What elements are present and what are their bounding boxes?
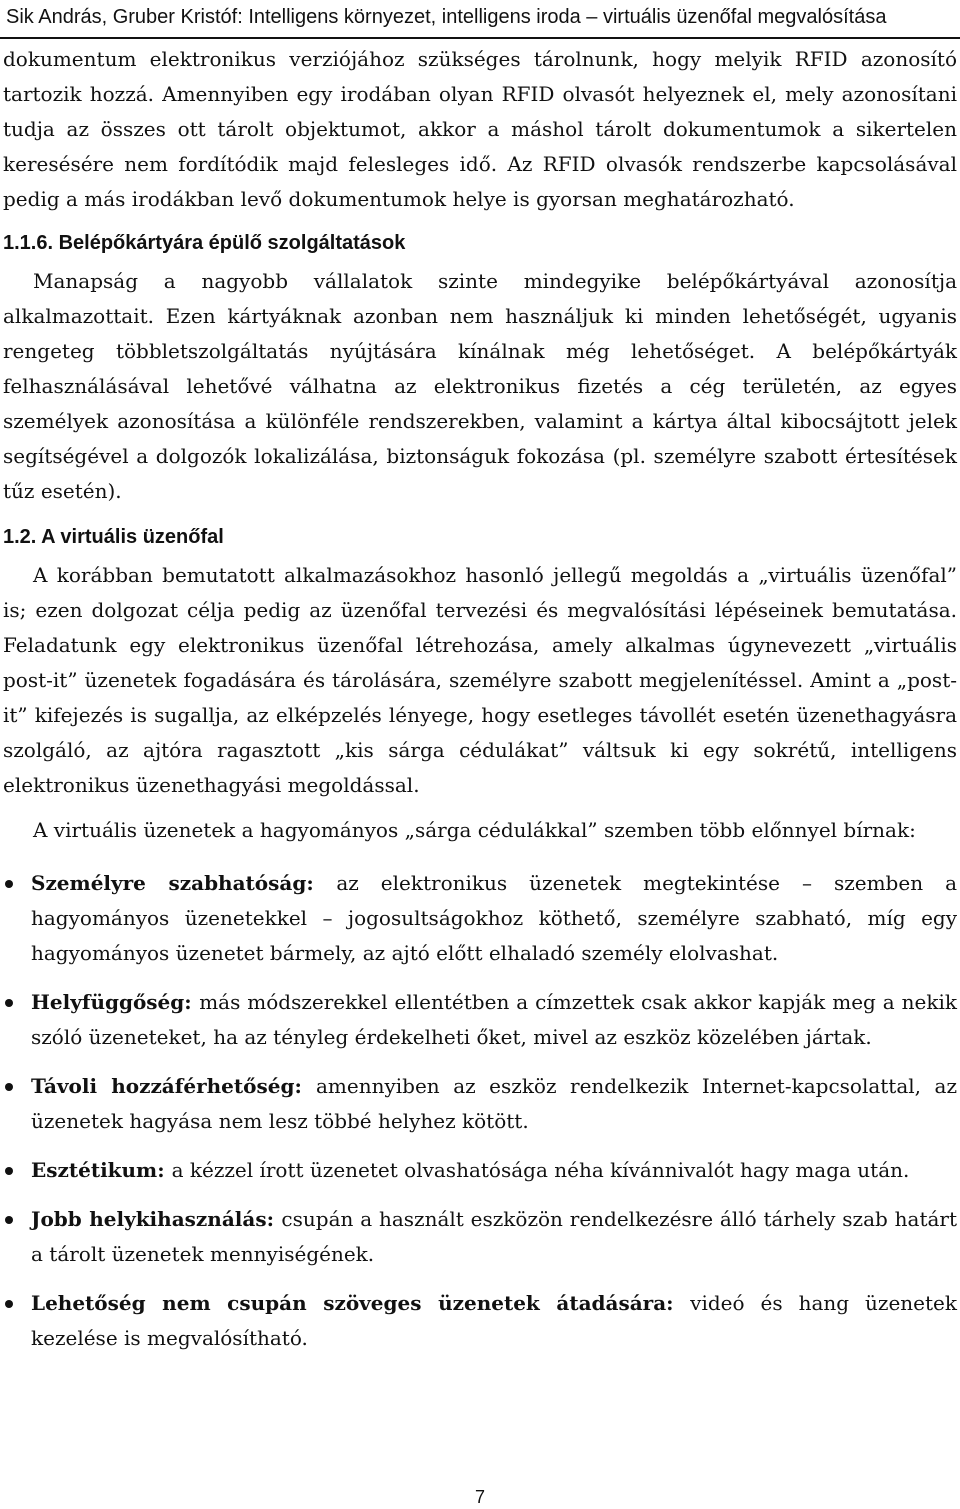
list-item-text: más módszerekkel ellentétben a címzettek csak akkor kapják meg a nekik szóló üzeneteket, ha az tényleg érdekelheti őket, mivel az eszköz közelében jártak. [31, 990, 957, 1049]
list-item [3, 1286, 957, 1356]
list-item-term: Személyre szabhatóság: [31, 871, 337, 895]
section-heading-1-2: 1.2. A virtuális üzenőfal [3, 526, 224, 548]
list-item [3, 1153, 957, 1188]
list-item-text: a kézzel írott üzenetet olvashatósága néha kívánnivalót hagy maga után. [171, 1158, 910, 1182]
body-text [3, 42, 957, 1370]
paragraph-advantages-lead: A virtuális üzenetek a hagyományos „sárga cédulákkal” szemben több előnnyel bírnak: [33, 818, 916, 842]
list-item-term: Távoli hozzáférhetőség: [31, 1074, 316, 1098]
section-heading-1-1-6: 1.1.6. Belépőkártyára épülő szolgáltatások [3, 232, 406, 254]
list-item [3, 866, 957, 971]
list-item-text: amennyiben az eszköz rendelkezik Internet-kapcsolattal, az üzenetek hagyása nem lesz többé helyhez kötött. [31, 1074, 958, 1133]
list-item-term: Helyfüggőség: [31, 990, 200, 1014]
bullet-icon [5, 1167, 13, 1175]
bullet-icon [5, 880, 13, 888]
running-header: Sik András, Gruber Kristóf: Intelligens környezet, intelligens iroda – virtuális üzenőfal megvalósítása [6, 6, 887, 28]
bullet-icon [5, 999, 13, 1007]
list-item-text: csupán a használt eszközön rendelkezésre álló tárhely szab határt a tárolt üzenetek mennyiségének. [31, 1207, 958, 1266]
paragraph-rfid-continuation: dokumentum elektronikus verziójához szükséges tárolnunk, hogy melyik RFID azonosító tartozik hozzá. Amennyiben egy irodában olyan RFID olvasót helyeznek el, mely azonosítani tudja az összes ott tárolt objektumot, akkor a máshol tárolt dokumentumok a sikertelen keresésére nem fordítódik majd felesleges idő. Az RFID olvasók rendszerbe kapcsolásával pedig a más irodákban levő dokumentumok helye is gyorsan meghatározható. [3, 47, 957, 211]
list-item [3, 1069, 957, 1139]
bullet-icon [5, 1216, 13, 1224]
advantages-list [3, 866, 957, 1356]
list-item-text: az elektronikus üzenetek megtekintése – szemben a hagyományos üzenetekkel – jogosultságokhoz köthető, személyre szabható, míg egy hagyományos üzenetet bármely, az ajtó előtt elhaladó személy elolvashat. [31, 871, 957, 965]
list-item [3, 985, 957, 1055]
header-divider [0, 37, 960, 39]
paragraph-virtual-wall-intro: A korábban bemutatott alkalmazásokhoz hasonló jellegű megoldás a „virtuális üzenőfal” is; ezen dolgozat célja pedig az üzenőfal tervezési és megvalósítási lépéseinek bemutatása. Feladatunk egy elektronikus üzenőfal létrehozása, amely alkalmas úgynevezett „virtuális post-it” üzenetek fogadására és tárolására, személyre szabott megjelenítéssel. Amint a „post-it” kifejezés is sugallja, az elképzelés lényege, hogy esetleges távollét esetén üzenethagyásra szolgáló, az ajtóra ragasztott „kis sárga cédulákat” váltsuk ki egy sokrétű, intelligens elektronikus üzenethagyási megoldással. [3, 563, 957, 797]
list-item-text: videó és hang üzenetek kezelése is megvalósítható. [31, 1291, 958, 1350]
list-item [3, 1202, 957, 1272]
list-item-term: Esztétikum: [31, 1158, 172, 1182]
bullet-icon [5, 1300, 13, 1308]
list-item-term: Lehetőség nem csupán szöveges üzenetek átadására: [31, 1291, 691, 1315]
page-number: 7 [474, 1487, 485, 1507]
paragraph-access-cards: Manapság a nagyobb vállalatok szinte mindegyike belépőkártyával azonosítja alkalmazottait. Ezen kártyáknak azonban nem használjuk ki minden lehetőségét, ugyanis rengeteg többletszolgáltatás nyújtására kínálnak még lehetőséget. A belépőkártyák felhasználásával lehetővé válhatna az elektronikus fizetés a cég területén, az egyes személyek azonosítása a különféle rendszerekben, valamint a kártya által kibocsájtott jelek segítségével a dolgozók lokalizálása, biztonságuk fokozása (pl. személyre szabott értesítések tűz esetén). [3, 269, 957, 503]
list-item-term: Jobb helykihasználás: [31, 1207, 282, 1231]
bullet-icon [5, 1083, 13, 1091]
